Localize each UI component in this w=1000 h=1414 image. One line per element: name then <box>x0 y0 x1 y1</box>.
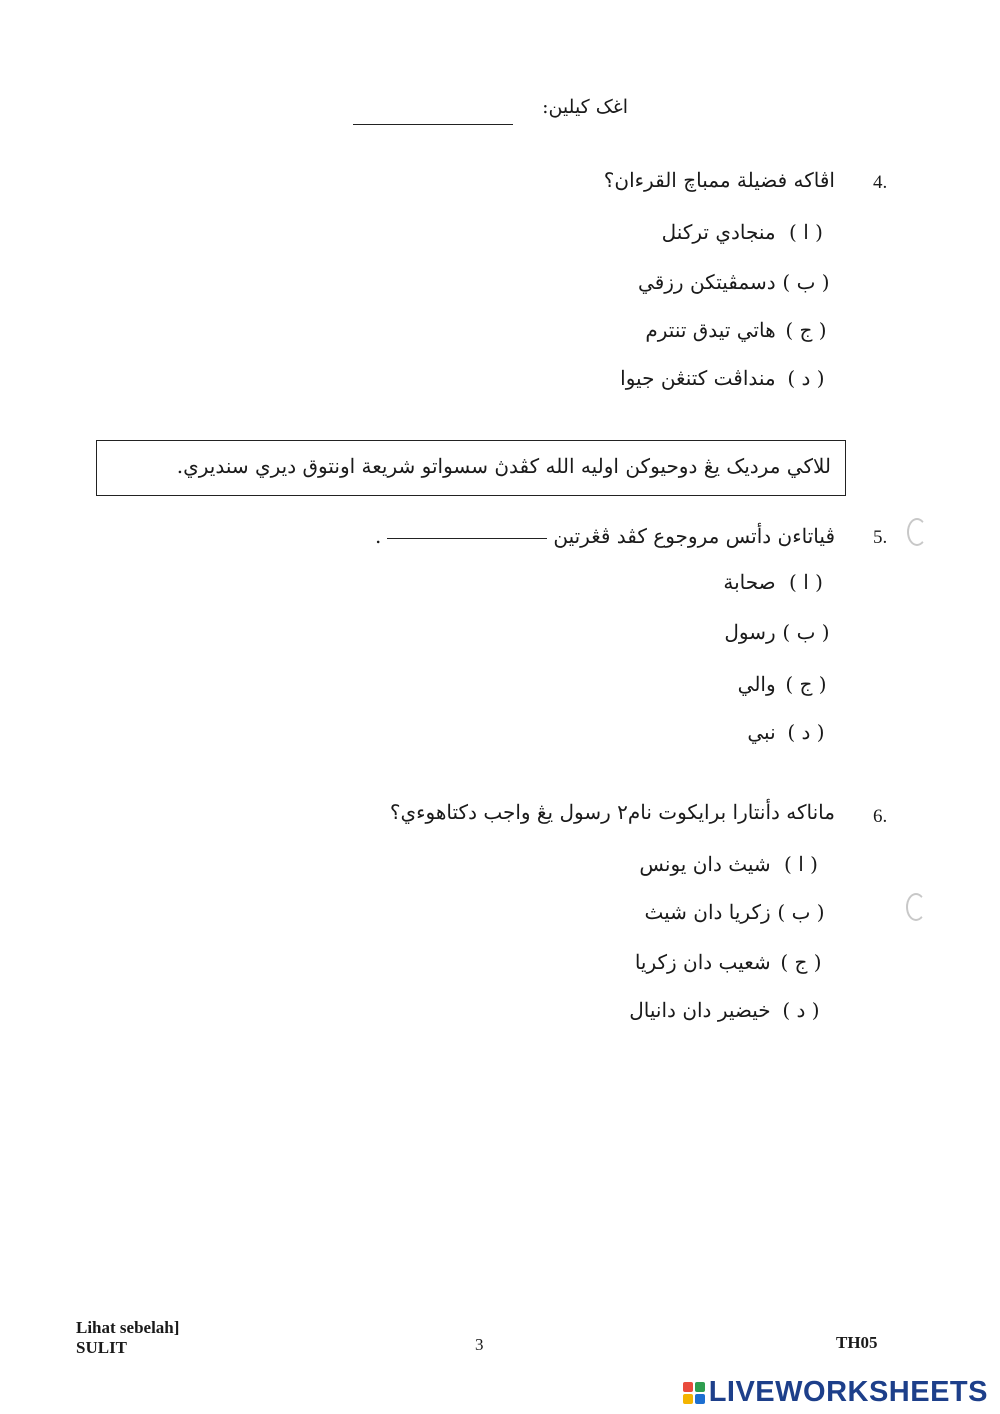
option-label: ( ج ) <box>780 950 822 974</box>
q4-option-a[interactable] <box>662 220 830 244</box>
q6-number: 6. <box>873 806 888 827</box>
option-text: خيضير دان دانيال <box>629 998 771 1022</box>
name-blank-line[interactable] <box>353 124 513 125</box>
q4-number: 4. <box>873 172 888 193</box>
q5-text-before: ڤياتاءن دأتس مروجوع کڤد ڤڠرتين <box>553 524 835 548</box>
q5-text-after: . <box>375 524 382 548</box>
option-text: زکريا دان شيث <box>644 900 771 924</box>
scan-mark-icon <box>906 893 926 921</box>
option-label: ( د ) <box>782 998 820 1022</box>
q6-text: ماناکه دأنتارا برايکوت نام٢ رسول يڠ واجب دکتاهوءي؟ <box>389 800 835 824</box>
option-label: ( ا ) <box>789 570 823 594</box>
option-label: ( ب ) <box>782 270 830 294</box>
q5-option-a[interactable] <box>723 570 830 594</box>
option-text: والي <box>737 672 776 696</box>
info-box <box>96 440 846 496</box>
q6-option-c[interactable] <box>635 950 825 974</box>
option-label: ( ج ) <box>785 672 827 696</box>
option-label: ( ب ) <box>782 620 830 644</box>
option-label: ( ا ) <box>789 220 823 244</box>
brand-mark-icon <box>683 1382 705 1404</box>
option-text: منجادي ترکنل <box>661 220 776 244</box>
q6-option-d[interactable] <box>629 998 825 1022</box>
q5-answer-blank[interactable] <box>387 537 547 539</box>
q6-option-b[interactable] <box>644 900 825 924</box>
option-text: شيث دان يونس <box>639 852 771 876</box>
q6-option-a[interactable] <box>639 852 825 876</box>
liveworksheets-logo <box>683 1376 988 1409</box>
q5-option-c[interactable] <box>738 672 830 696</box>
option-text: صحابة <box>723 570 776 594</box>
name-label: اغک کيلين: <box>542 96 628 118</box>
option-label: ( ب ) <box>777 900 825 924</box>
q4-option-d[interactable] <box>620 366 830 390</box>
footer-lihat-sebelah: Lihat sebelah] <box>76 1318 180 1337</box>
footer-sulit: SULIT <box>76 1338 128 1357</box>
option-text: منداڤت کتنڠن جيوا <box>620 366 776 390</box>
paper-code: TH05 <box>836 1333 878 1352</box>
q5-option-b[interactable] <box>724 620 830 644</box>
scan-mark-icon <box>907 518 927 546</box>
option-text: نبي <box>747 720 776 744</box>
q4-option-b[interactable] <box>638 270 830 294</box>
option-label: ( ا ) <box>784 852 818 876</box>
option-text: دسمڤيتکن رزقي <box>638 270 776 294</box>
info-box-text: للاکي مرديک يڠ دوحيوکن اوليه الله کڤدڽ سسواتو شريعة اونتوق ديري سنديري. <box>176 454 831 478</box>
q5-option-d[interactable] <box>747 720 830 744</box>
option-label: ( ج ) <box>785 318 827 342</box>
page-number: 3 <box>475 1335 484 1354</box>
q4-option-c[interactable] <box>645 318 830 342</box>
option-label: ( د ) <box>787 366 825 390</box>
q4-text: اڤاکه فضيلة ممباچ القرءان؟ <box>603 168 835 192</box>
option-label: ( د ) <box>787 720 825 744</box>
brand-text: LIVEWORKSHEETS <box>708 1376 988 1408</box>
option-text: هاتي تيدق تنترم <box>645 318 776 342</box>
q5-number: 5. <box>873 527 888 548</box>
q5-text <box>375 524 835 548</box>
option-text: شعيب دان زکريا <box>634 950 771 974</box>
option-text: رسول <box>724 620 776 644</box>
